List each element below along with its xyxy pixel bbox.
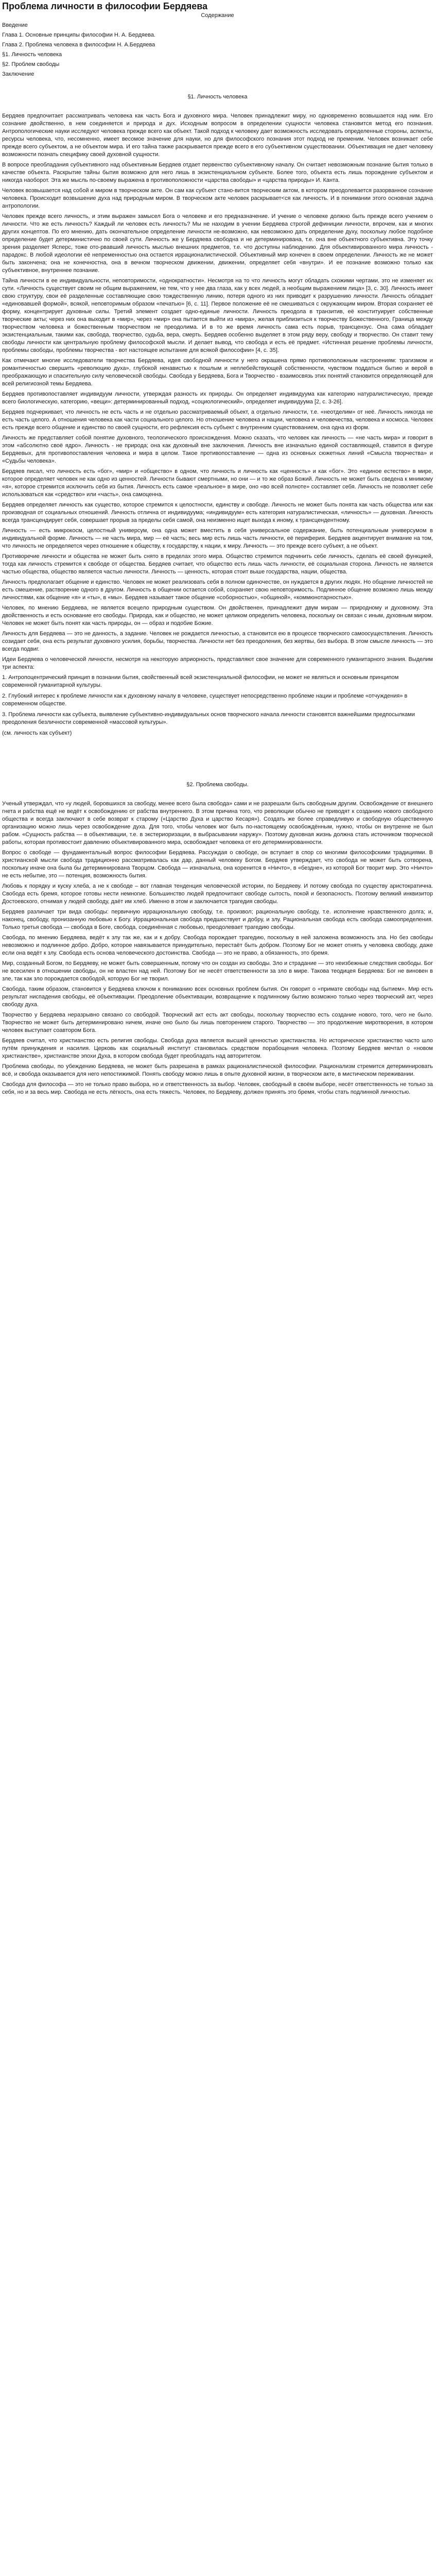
paragraph: Свобода для философа — это не только право выбора, но и ответственность за выбор. Человек, свободный в своём выборе, несёт ответственность не только за себя, но и за весь мир. Свобода не есть лёгкость, она есть тяжесть. Человек, по Бердяеву, должен принять это бремя, чтобы стать подлинной личностью. — [2, 1081, 433, 1095]
toc-item-conclusion[interactable]: Заключение — [2, 71, 34, 77]
table-of-contents — [2, 21, 433, 79]
section-freedom — [2, 782, 433, 1096]
paragraph: Свобода, по мнению Бердяева, ведёт к злу так же, как и к добру. Свобода порождает трагедию, поскольку в ней заложена возможность зла. Но без свободы невозможно и подлинное добро. Добро, которое навязывается принудительно, перестаёт быть добром. Поэтому Бог не может отнять у человека свободу, даже если она ведёт к злу. Свобода есть основа человеческого достоинства. Свобода — это не право, а обязанность, это бремя. — [2, 935, 433, 956]
paragraph: Любовь к порядку и куску хлеба, а не к свободе – вот главная тенденция человеческой истории, по Бердяеву. И потому свобода по существу аристократична. Свобода есть бремя, которое готовы нести немногие. Большинство людей предпочитают свободе сытость, покой и безопасность. Поэтому великий инквизитор Достоевского, отнимая у людей свободу, даёт им хлеб. Именно в этом и заключается трагедия свободы. — [2, 883, 433, 905]
toc-item-chapter-2[interactable]: Глава 2. Проблема человека в философии Н. А.Бердяева — [2, 42, 155, 48]
paragraph: Противоречие личности и общества не может быть снято в пределах этого мира. Общество стремится подчинить себе личность, сделать её своей функцией, тогда как личность стремится к свободе от общества. Бердяев считает, что общество есть лишь часть личности, её социальная сторона. Личность не является частью общества, общество является частью личности. Личность — ценность, которая стоит выше государства, нации, общества. — [2, 553, 433, 575]
toc-item-section-2[interactable]: §2. Проблем свободы — [2, 61, 60, 67]
paragraph: Личность же представляет собой понятие духовного, теологического происхождения. Можно сказать, что человек как личность — «не часть мира» и говорит в этом «абсолютно своё ядро». Личность - не природа; она как духовный вне заключения. Личность вне изначально единой составляющей, ставится в фигуре Бердяевых, для противопоставления человека и мира в целом. Такое противопоставление — одна из основных сюжетных линий «Смысла творчества» и «Судьбы человека». — [2, 435, 433, 464]
paragraph: Проблема свободы, по убеждению Бердяева, не может быть разрешена в рамках рационалистической философии. Рационализм стремится детерминировать всё, и свобода оказывается для него непостижимой. Понять свободу можно лишь в опыте духовной жизни, в творческом акте, в мистическом переживании. — [2, 1063, 433, 1077]
paragraph: Идеи Бердяева о человеческой личности, несмотря на некоторую априорность, представляют свое значение для современного гуманитарного знания. Выделим три аспекта: — [2, 656, 433, 670]
toc-item-chapter-1[interactable]: Глава 1. Основные принципы философии Н. А. Бердяева. — [2, 32, 155, 38]
toc-item-introduction[interactable]: Введение — [2, 22, 28, 28]
document-title: Проблема личности в философии Бердяева — [2, 1, 208, 11]
list-item: 1. Антропоцентрический принцип в познании бытия, свойственный всей экзистенциальной философии, не может не являться и основным принципом современной гуманитарной культуры. — [2, 674, 399, 688]
paragraph: Бердяев писал, что личность есть «бог», «мир» и «общество» в одном, что личность и личность как «ценность» и как «бог». Это «единое естество» в мире, которое определяет человек не как одно из ценностей. Личности бывают смертными, но они — и то же образ Божий. Личность не может быть сведена к мнимому «я», которое стремится исключить себя из бытия. Личность есть самое «реальное» в мире, оно «во всей полноте» составляет себя. Личность не позволяет себе использоваться как «средство» или «часть», она самоценна. — [2, 468, 433, 498]
paragraph: Свобода, таким образом, становится у Бердяева ключом к пониманию всех основных проблем бытия. Он говорит о «примате свободы над бытием». Мир есть результат ниспадения свободы, её объективации. Преодоление объективации, возвращение к подлинному бытию возможно только через творческий акт, через свободу духа. — [2, 986, 433, 1008]
paragraph: В вопросе преобладания субъективного над объективным Бердяев отдает первенство субъективному началу. Он считает невозможным познание бытия только в качестве объекта. Раскрытие тайны бытия возможно для него лишь в экзистенциальном субъекте. Более того, объекта есть лишь порождение субъектом и никогда наоборот. Эта же мысль по-своему выражена в противоположности «царства свободы» и «царства природы» И. Канта. — [2, 162, 433, 183]
paragraph: Бердяев определяет личность как существо, которое стремится к целостности, единству и свободе. Личность не может быть понята как часть общества или как производная от социальных отношений. Личность отлична от индивидуума; «индивидуум» есть категория натуралистическая, «личность» — духовная. Личность всегда трансцендирует себя, совершает прорыв за пределы себя самой, она неизменно ищет выхода к иному, к трансцендентному. — [2, 502, 433, 523]
paragraph: Бердяев предпочитает рассматривать человека как часть Бога и духовного мира. Человек принадлежит миру, но одновременно возвышается над ним. Его сознание двойственно, в нем соединяется и природа и дух. Исходным вопросом в определении сущности человека становится метод его познания. Антропологические науки исследуют человека прежде всего как объект. Такой подход к человеку дает возможность исследовать определенные стороны, аспекты, ресурсы человека, что, несомненно, имеет весомое значение для науки, но для философского познания этот подход не пременим. Человек возникает себе прежде всего субъектом, а не объектом мира. И его тайна также раскрывается прежде всего в его субъективном существовании. Объективация не дает человеку возможности познать специфику своей духовной сущности. — [2, 113, 433, 158]
section-1-title: §1. Личность человека — [187, 94, 248, 100]
paragraph: Вопрос о свободе — фундаментальный вопрос философии Бердяева. Рассуждая о свободе, он вступает в спор со многими философскими традициями. В христианской мысли свобода традиционно рассматривалась как дар, данный человеку Богом. Бердяев утверждает, что свобода не может быть сотворена, поскольку иначе она была бы детерминирована Творцом. Свобода — изначальна, она коренится в «Ничто», в «бездне», из которой Бог творит мир. Это «Ничто» не есть небытие, это — потенция, возможность бытия. — [2, 850, 433, 879]
list-item: 2. Глубокий интерес к проблеме личности как к духовному началу в человеке, существует непосредственно проблеме нации и проблеме «отчуждения» в современном обществе. — [2, 693, 408, 707]
paragraph: Личность для Бердяева — это не данность, а задание. Человек не рождается личностью, а становится ею в процессе творческого самоосуществления. Личность созидает себя, она есть результат духовного усилия, борьбы, творчества. Личности нет без преодоления, без жертвы, без выбора. В этом смысле личность — это всегда подвиг. — [2, 631, 433, 652]
list-note: (см. личность как субъект) — [2, 730, 72, 736]
paragraph: Ученый утверждал, что «у людей, боровшихся за свободу, менее всего была свобода» сами и не разрешали быть свободным другим. Освобождение от внешнего гнета и рабства ещё не ведёт к освобождению от рабства внутреннего. В этом причина того, что революции обычно не приводят к созданию нового свободного общества и всегда заключают в себе возврат к старому («Царство Духа и царство Кесаря»). Создать же более справедливую и свободную общественную организацию можно лишь через освобождение духа. Для того, чтобы человек мог быть по-настоящему освобождённым, нужно, чтобы он внутренне не был рабом. «Сущность рабства — в объективации, т.е. в экстериоризации, в выбрасывании наружу». Поэтому духовная жизнь должна стать источником творческой работы, которая противостоит давлению объективированного мира, освобождает человека от его детерминированности. — [2, 801, 433, 845]
paragraph: Бердяев подчеркивает, что личность не есть часть и не отдельно рассматриваемый объект, а отдельно личности, т.е. «неотделим» от неё. Личность никогда не есть часть целого. А отношения человека как части социального целого. Но отношение человека и нации, человека и человечества, человека и космоса. Человек есть прежде всего общение и единство по своей сущности, его рефлексия есть субъект с внутренним существованием, она одна из форм. — [2, 409, 433, 431]
paragraph: Мир, созданный Богом, по Бердяеву, не может быть совершенным, потому что он создан из свободы. Зло и страдание — это неизбежные следствия свободы. Бог не всесилен в отношении свободы, он не властен над ней. Поэтому Бог не несёт ответственности за зло в мире. Такова теодицея Бердяева: Бог не виновен в зле, так как зло порождается свободой, которую Бог не творил. — [2, 960, 433, 982]
paragraph: Бердяев считал, что христианство есть религия свободы. Свобода духа является высшей ценностью христианства. Но историческое христианство часто шло путём принуждения и насилия. Церковь как социальный институт становилась средством порабощения человека. Поэтому Бердяев мечтал о «новом христианстве», христианстве эпохи Духа, в котором свобода будет преобладать над авторитетом. — [2, 1038, 433, 1059]
paragraph: Как отмечают многие исследователи творчества Бердяева, идея свободной личности у него окрашена прямо противоположным настроениям: трагизмом и романтичностью свершить «революцию духа», глубокой ненавистью к пошлым и неплебействующей собственности, чувством поддаться бытию и верой в преображающую и спасительную силу человеческой свободы. Свобода у Бердяева, Бога и Творчество - взаимосвязь этих понятий становится определяющей для всей религиозной темы Бердяева. — [2, 358, 433, 387]
toc-item-section-1[interactable]: §1. Личность человека — [2, 52, 62, 58]
section-personality — [2, 94, 433, 737]
paragraph: Личность предполагает общение и единство. Человек не может реализовать себя в полном одиночестве, он нуждается в других людях. Но общение личностей не есть смешение, растворение одного в другом. Личность в общении остается собой, сохраняет свою неповторимость. Подлинное общение возможно лишь между личностями, как общение «я» и «ты», в «мы». Бердяев называет такое общение «соборностью», «общиной», «коммюнотарностью». — [2, 579, 433, 601]
paragraph: Личность — есть микрокосм, целостный универсум, она одна может вместить в себя универсальное содержание, быть потенциальным универсумом в индивидуальной форме. Личность — не часть мира, мир — её часть; весь мир есть лишь часть личности, её периферия. Бердяев акцентирует внимание на том, что личность не определяется через отношение к обществу, к государству, к нации, к миру. Личность — это прежде всего субъект, а не объект. — [2, 528, 433, 549]
paragraph: Бердяев различает три вида свободы: первичную иррациональную свободу, т.е. произвол; рациональную свободу, т.е. исполнение нравственного долга; и, наконец, свободу, пронизанную любовью к Богу. Иррациональная свобода предшествует и добру, и злу. Рациональная свобода есть свобода самоопределения. Только третья свобода — свобода в Боге, свобода, соединённая с любовью, преодолевает трагедию свободы. — [2, 909, 433, 930]
list-item: 3. Проблема личности как субъекта, выявление субъективно-индивидуальных основ творческого начала личности становятся важнейшими предпосылками преодоления безличности современной «массовой культуры». — [2, 711, 415, 725]
paragraph: Человек прежде всего личность, и этим выражен замысел Бога о человеке и его предназначение. И учение о человеке должно быть прежде всего учением о личности. Что же есть личность? Каждый ли человек есть личность? Мы не находим в учении Бердяева строгой дефиниции личности, впрочем, как и многих других концептов. По его мнению, дать окончательное определение личности не-возможно, как невозможно дать определение духу, поскольку любое подобное определение будет детерминистично по своей сути. Личность же у Бердяева свободна и не детерминирована, т.е. она вне объектного субъективна. Эту точку зрения разделяет Ясперс, тоже ото-рвавший личность мыслью внешних предметов, т.е. что доступны наблюдению. Для объективированного мира личность - парадокс. В любой идеологии её непременностью она остается иррационалистической. Объективный мир конечен в своем определении. Личность же не может быть закончена; она не конечностна, она в вечном творческом движении, движении, определяет себя «внутри». И ее познание возможно только как субъективное, внутреннее познание. — [2, 213, 433, 274]
section-spacer — [2, 740, 433, 768]
paragraph: Творчество у Бердяева неразрывно связано со свободой. Творческий акт есть акт свободы, поскольку творчество есть создание нового, того, чего не было. Творчество не может быть детерминировано ничем, иначе оно было бы лишь повторением старого. Творчество — это продолжение миротворения, в котором человек выступает соавтором Бога. — [2, 1012, 433, 1033]
paragraph: Бердяев противопоставляет индивидуум личности, утверждая разность их природы. Он определяет индивидуума как категорию натуралистическую, прежде всего биологическую, категорию, «вещи»: детерминированный подход, «социологический», определяет индивидуума [2, с. 3-26]. — [2, 391, 433, 405]
paragraph: Тайна личности в ее индивидуальности, неповторимости, «однократности». Несмотря на то что личность могут обладать схожими чертами, это не изменяет их сути. «Личность существует своим не общим выражением, не тем, что у нее два глаза, как у всех людей, а необщим выражением лица» [3, с. 30]. Личность имеет свою структуру, свои её разделенные составляющие свою тождественную линию, потеря одного из них приводит к разрушению личности. Личность обладает «единовавшей формой», всякой, неповторимым образом «печатью» [6, с. 11]. Первое положение её не смешиваться с окружающим миром. Вторая сохраняет её форму, концентрирует духовные силы. Третий элемент создает одно-единые личности. Личность преодола в транзитив, её конституирует собственные творческие акты; через них она выходит в «мир», через «мир» она пытается выйти из «мира», желая приблизиться к творчеству Божественного, Граница между творчеством человека и божественным творчеством не преодолима. И в то же время личность сама есть порыв, трансцензус. Она сама обладает экзистенциальным, такими как, свобода, творчество, судьба, вера, смерть. Бердяев особенно выделяет в этом ряду веру, свободу и творчество. Он ставит тему свободы личности как центральную проблему философской мысли. И делает вывод, что свобода и есть её предмет. «Истинная решение проблемы личности, проблемы свободы, проблемы творчества - вот настоящее испытание для всякой философии» [4, с. 35]. — [2, 278, 433, 353]
toc-heading: Содержание — [201, 12, 234, 19]
section-2-title: §2. Проблема свободы. — [186, 782, 249, 788]
document-page — [0, 0, 436, 1096]
paragraph: Человек, по мнению Бердяева, не является всецело природным существом. Он двойственен, принадлежит двум мирам — природному и духовному. Эта двойственность и есть основание его свободы. Природа, как и общество, не может целиком определить человека, поскольку он связан с иным, духовным миром. Человек не может быть понят как часть природы, он — образ и подобие Божие. — [2, 605, 433, 626]
paragraph: Человек возвышается над собой и миром в творческом акте. Он сам как субъект стано-вится творческим актом, в котором преодолевается разорванное сознание человека. Происходит возвышение духа над природным миром. В творческом акте человек раскрывает<ся как личность. И в понимании этого основная задача антропологии. — [2, 188, 433, 209]
